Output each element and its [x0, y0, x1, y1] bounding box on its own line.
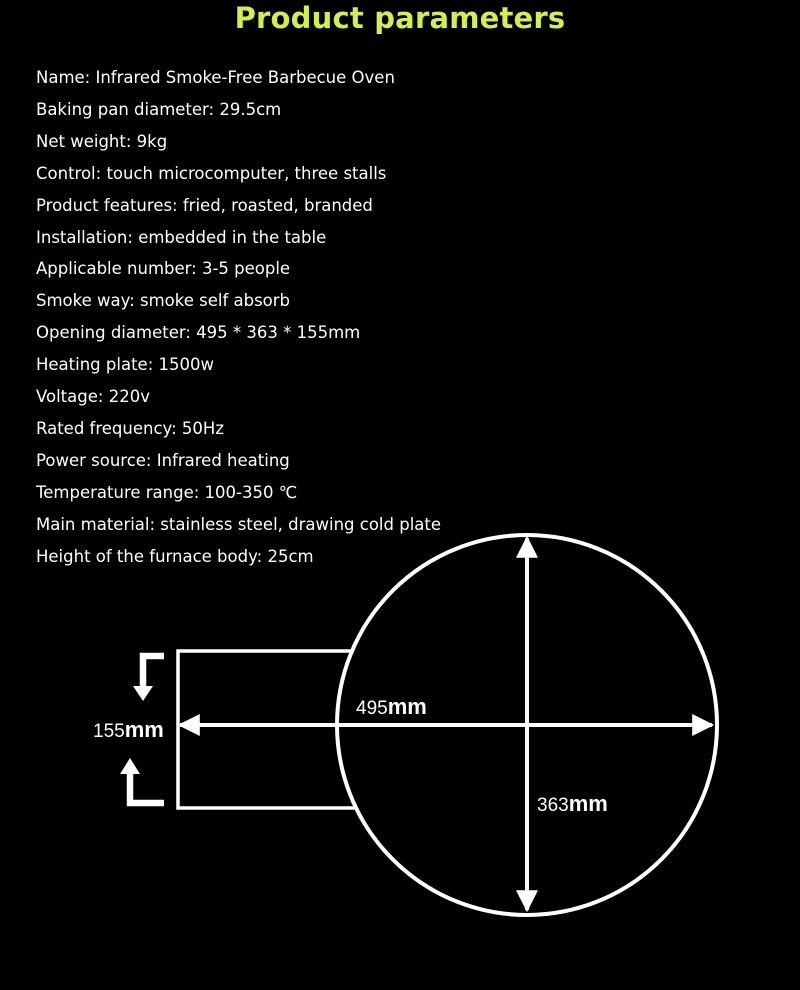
- param-net-weight: Net weight: 9kg: [36, 131, 168, 151]
- param-voltage: Voltage: 220v: [36, 387, 150, 407]
- height-arrow-up-icon: [120, 758, 164, 803]
- param-furnace-height: Height of the furnace body: 25cm: [36, 546, 314, 566]
- param-smoke-way: Smoke way: smoke self absorb: [36, 291, 291, 311]
- width-label: 495mm: [356, 694, 427, 719]
- height-label: 155mm: [93, 717, 164, 742]
- param-heating-plate: Heating plate: 1500w: [36, 355, 214, 375]
- height-arrow-down-icon: [133, 656, 164, 701]
- param-pan-diameter: Baking pan diameter: 29.5cm: [36, 99, 282, 119]
- param-installation: Installation: embedded in the table: [36, 227, 327, 247]
- param-temperature-range: Temperature range: 100-350 ℃: [36, 482, 298, 502]
- param-main-material: Main material: stainless steel, drawing cold plate: [36, 514, 442, 534]
- param-opening-diameter: Opening diameter: 495 * 363 * 155mm: [36, 323, 361, 343]
- depth-label: 363mm: [537, 791, 608, 816]
- param-features: Product features: fried, roasted, branded: [36, 195, 373, 215]
- param-applicable-number: Applicable number: 3-5 people: [36, 259, 291, 279]
- param-rated-frequency: Rated frequency: 50Hz: [36, 418, 224, 438]
- param-control: Control: touch microcomputer, three stalls: [36, 163, 387, 183]
- param-name: Name: Infrared Smoke-Free Barbecue Oven: [36, 68, 395, 87]
- param-power-source: Power source: Infrared heating: [36, 450, 290, 470]
- page-title: Product parameters: [234, 1, 566, 35]
